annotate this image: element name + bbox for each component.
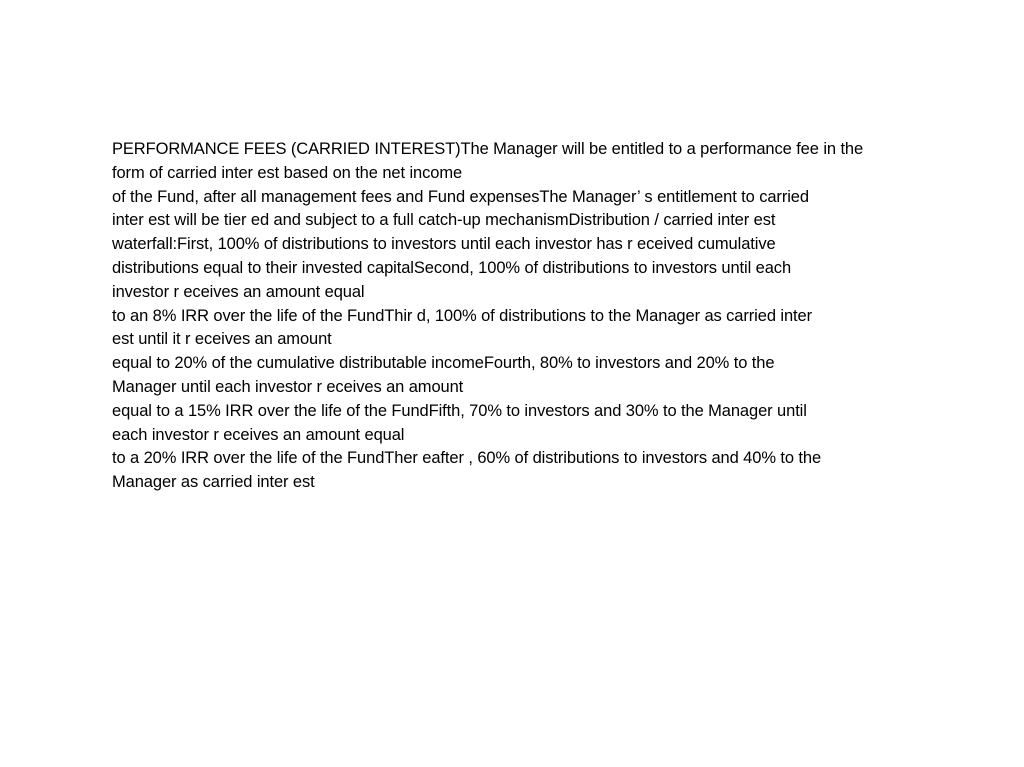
text-line-15: Manager as carried inter est	[112, 473, 315, 492]
text-line-1: PERFORMANCE FEES (CARRIED INTEREST)The Manager will be entitled to a performance fee in the	[112, 140, 864, 158]
text-line-5: waterfall:First, 100% of distributions to investors until each investor has r eceived cumulative	[112, 235, 776, 254]
text-line-11: Manager until each investor r eceives an amount	[112, 377, 464, 396]
text-line-2: form of carried inter est based on the net income	[112, 163, 463, 182]
text-line-10: equal to 20% of the cumulative distributable incomeFourth, 80% to investors and 20% to the	[112, 354, 775, 373]
text-line-6: distributions equal to their invested capitalSecond, 100% of distributions to investors until each	[112, 258, 792, 277]
performance-fees-text	[112, 138, 912, 495]
text-line-14: to a 20% IRR over the life of the FundTher eafter , 60% of distributions to investors and 40% to the	[112, 449, 822, 468]
text-line-7: investor r eceives an amount equal	[112, 282, 365, 301]
text-line-12: equal to a 15% IRR over the life of the FundFifth, 70% to investors and 30% to the Manager until	[112, 401, 807, 420]
text-line-9: est until it r eceives an amount	[112, 330, 332, 349]
text-line-4: inter est will be tier ed and subject to a full catch-up mechanismDistribution / carried inter est	[112, 211, 776, 230]
text-line-3: of the Fund, after all management fees and Fund expensesThe Manager’ s entitlement to carried	[112, 187, 809, 206]
text-line-13: each investor r eceives an amount equal	[112, 425, 405, 444]
text-line-8: to an 8% IRR over the life of the FundThir d, 100% of distributions to the Manager as carried inter	[112, 306, 812, 325]
